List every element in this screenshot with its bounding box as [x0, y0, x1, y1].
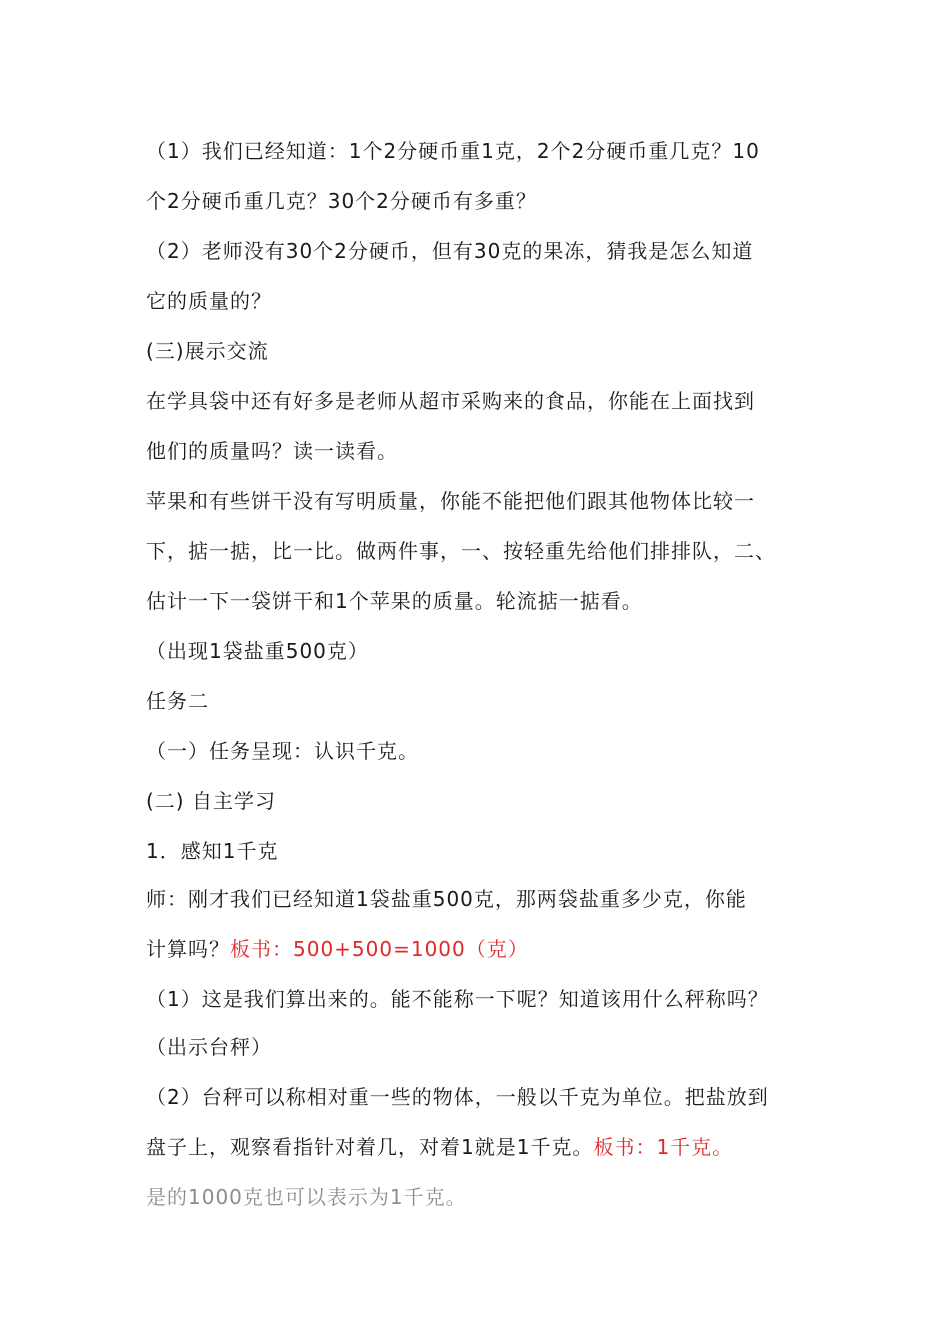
text-line: 在学具袋中还有好多是老师从超市采购来的食品，你能在上面找到: [146, 389, 755, 413]
text-line: （一）任务呈现：认识千克。: [146, 739, 419, 763]
text-line: （2）老师没有30个2分硬币，但有30克的果冻，猜我是怎么知道: [146, 239, 754, 263]
text-line: 苹果和有些饼干没有写明质量，你能不能把他们跟其他物体比较一: [146, 489, 755, 513]
text-line: （2）台秤可以称相对重一些的物体，一般以千克为单位。把盐放到: [146, 1085, 769, 1109]
text-line: 下，掂一掂，比一比。做两件事，一、按轻重先给他们排排队，二、: [146, 539, 776, 563]
text-line: [146, 935, 826, 963]
text-line: （1）这是我们算出来的。能不能称一下呢？知道该用什么秤称吗？: [146, 987, 769, 1011]
text-line: 个2分硬币重几克？30个2分硬币有多重？: [146, 189, 537, 213]
text-line: （出现1袋盐重500克）: [146, 639, 369, 663]
section-heading: (二) 自主学习: [146, 789, 276, 813]
text-line: 估计一下一袋饼干和1个苹果的质量。轮流掂一掂看。: [146, 589, 643, 613]
text-line: 是的1000克也可以表示为1千克。: [146, 1185, 467, 1209]
text-line: 师：刚才我们已经知道1袋盐重500克，那两袋盐重多少克，你能: [146, 887, 747, 911]
text-line: 它的质量的？: [146, 289, 272, 313]
text-line: （1）我们已经知道：1个2分硬币重1克，2个2分硬币重几克？10: [146, 139, 760, 163]
board-note-kg: 板书：1千克。: [593, 1135, 734, 1159]
text-span: 计算吗？: [146, 937, 230, 961]
section-heading: (三)展示交流: [146, 339, 269, 363]
text-line: [146, 1133, 826, 1161]
text-span: 盘子上，观察看指针对着几，对着1就是1千克。: [146, 1135, 594, 1159]
board-note-calc: 板书：500+500=1000（克）: [230, 937, 529, 961]
text-line: 1．感知1千克: [146, 839, 279, 863]
text-line: 他们的质量吗？读一读看。: [146, 439, 398, 463]
text-line: （出示台秤）: [146, 1035, 272, 1059]
section-heading: 任务二: [146, 689, 209, 713]
